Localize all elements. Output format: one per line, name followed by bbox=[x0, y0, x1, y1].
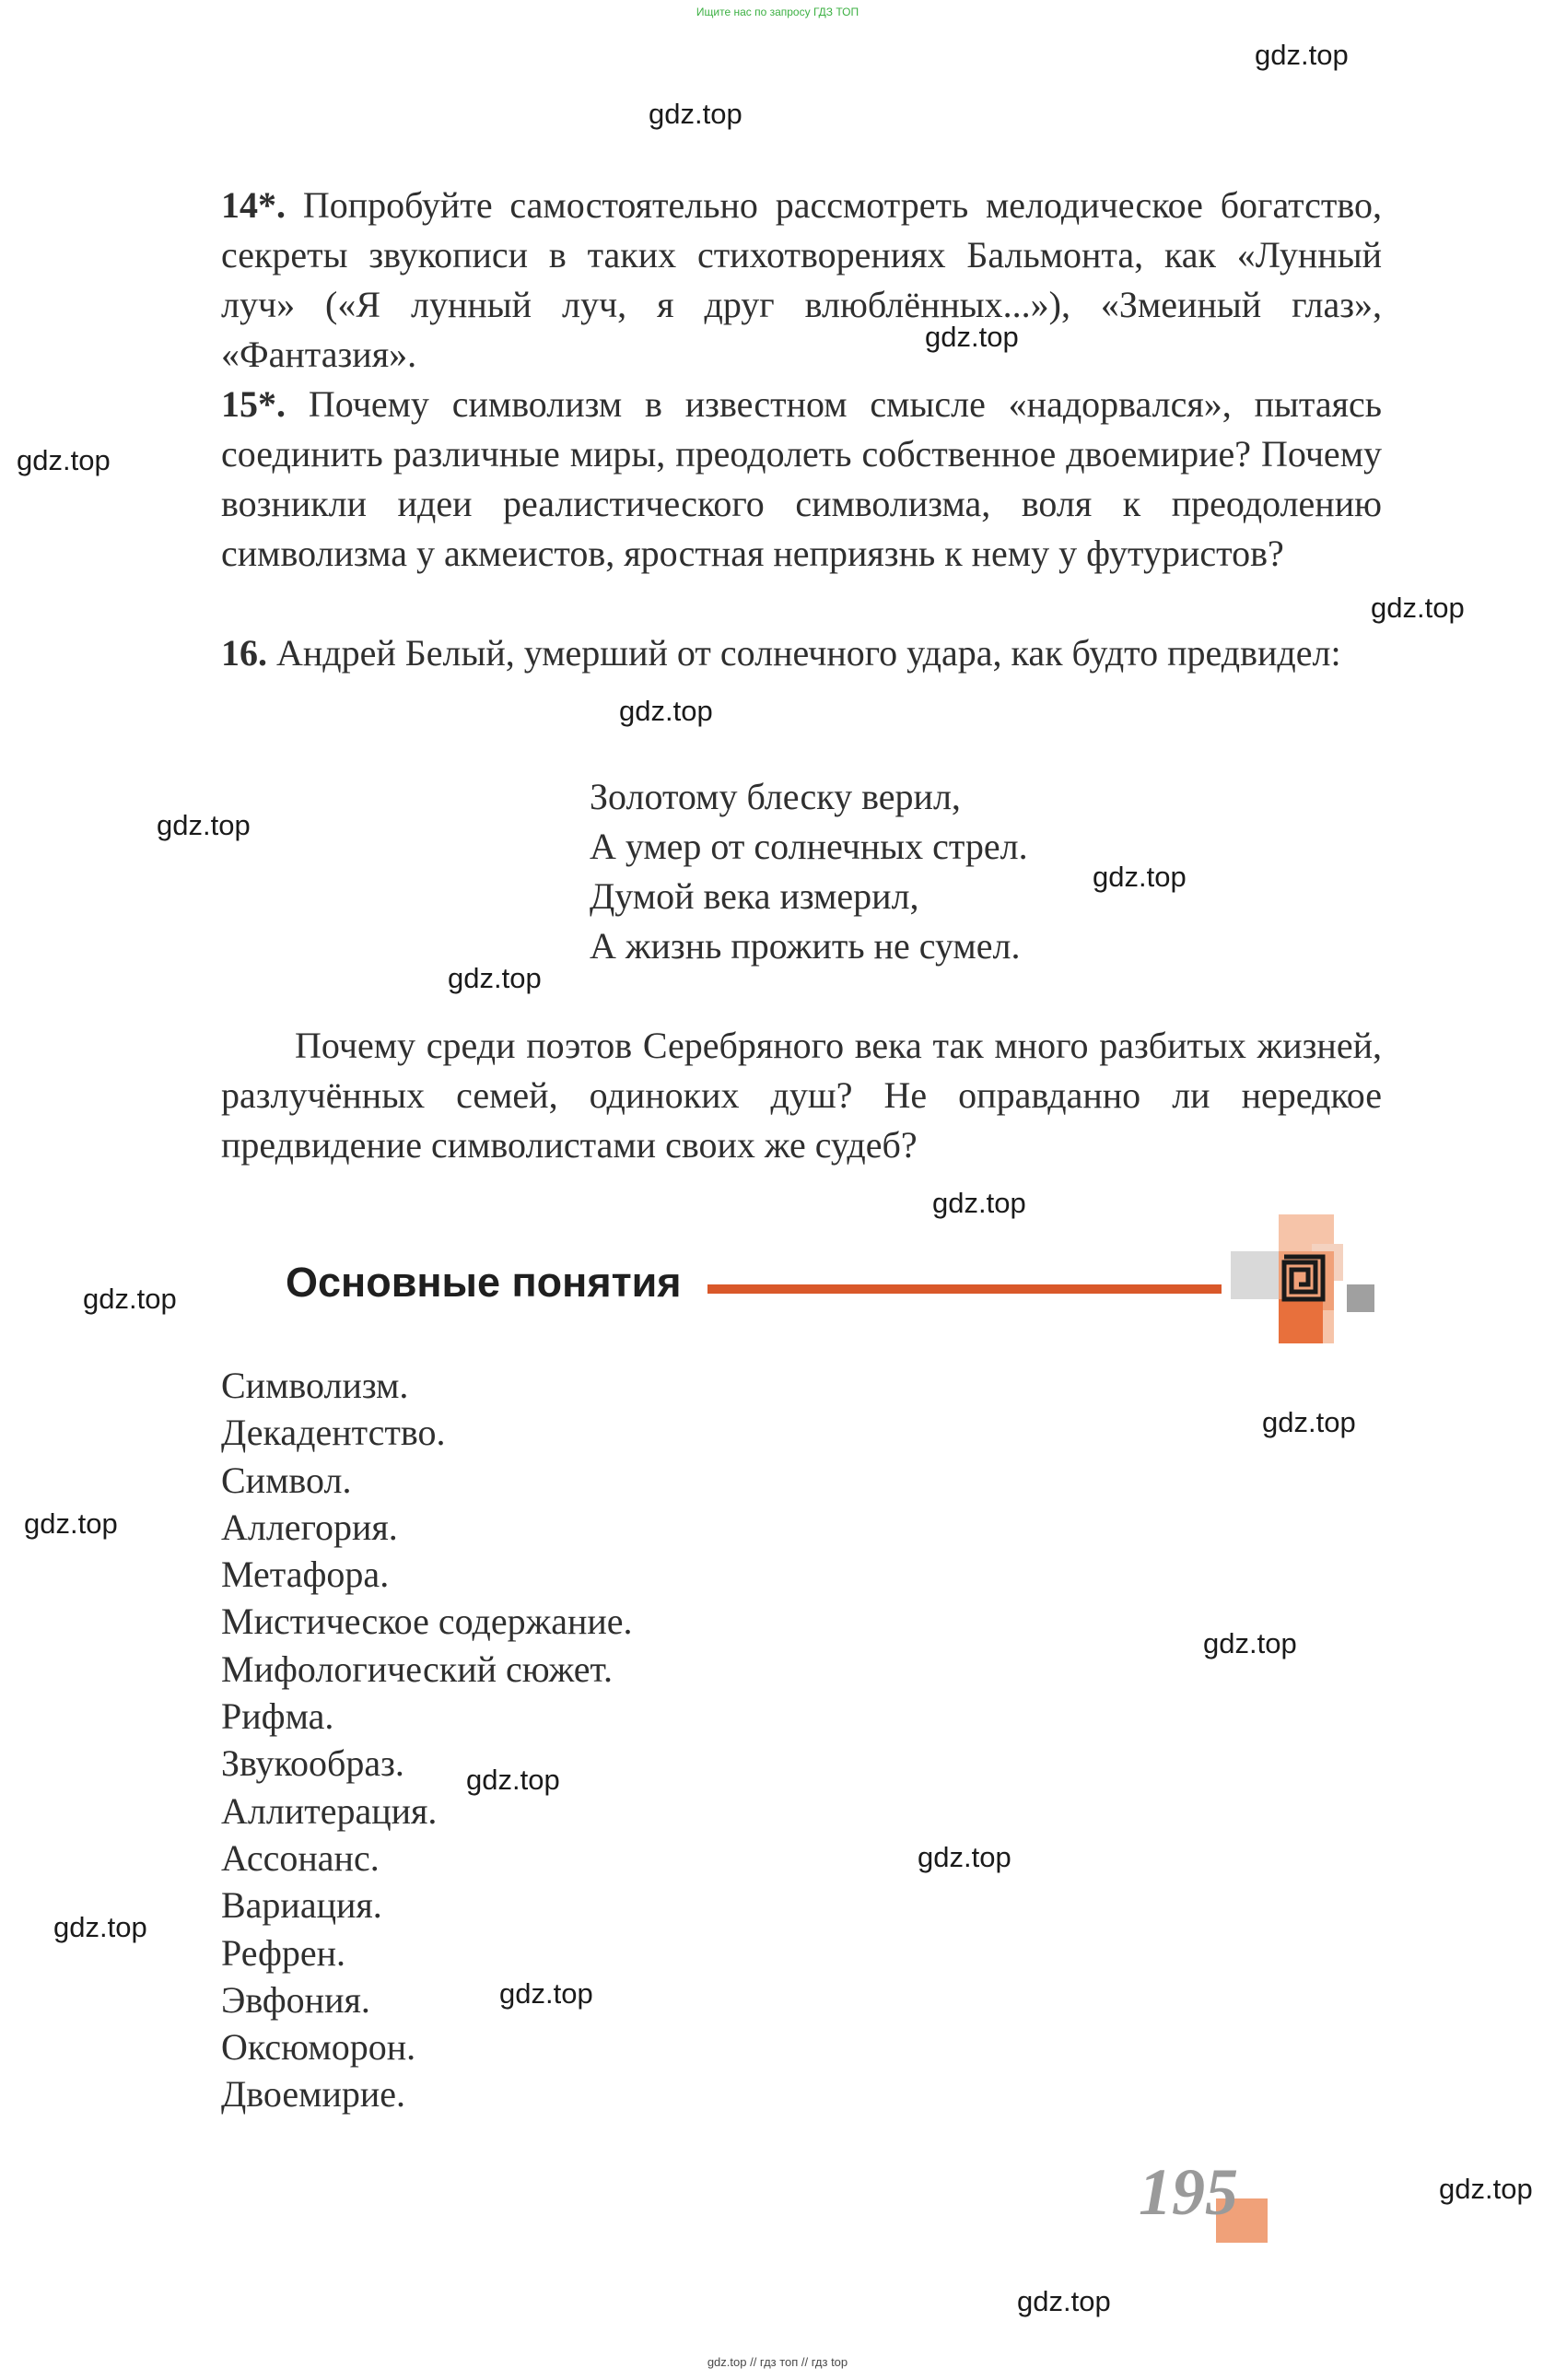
poem-quote bbox=[590, 772, 1028, 971]
poem-line: Думой века измерил, bbox=[590, 875, 919, 917]
watermark: gdz.top bbox=[499, 1977, 593, 2010]
list-item: Звукообраз. bbox=[221, 1742, 404, 1785]
list-item: Двоемирие. bbox=[221, 2073, 406, 2116]
watermark: gdz.top bbox=[448, 962, 542, 994]
question-14 bbox=[221, 181, 1382, 380]
list-item: Оксюморон. bbox=[221, 2026, 416, 2069]
question-number: 16. bbox=[221, 632, 267, 674]
list-item: Рефрен. bbox=[221, 1931, 346, 1974]
section-ornament-icon bbox=[1231, 1214, 1378, 1343]
question-number: 15*. bbox=[221, 383, 286, 425]
top-note: Ищите нас по запросу ГДЗ ТОП bbox=[696, 6, 859, 18]
question-16 bbox=[221, 628, 1382, 678]
watermark: gdz.top bbox=[466, 1764, 560, 1796]
watermark: gdz.top bbox=[24, 1507, 118, 1540]
list-item: Мистическое содержание. bbox=[221, 1600, 633, 1643]
list-item: Метафора. bbox=[221, 1553, 390, 1596]
watermark: gdz.top bbox=[157, 809, 251, 841]
list-item: Мифологический сюжет. bbox=[221, 1647, 613, 1690]
list-item: Вариация. bbox=[221, 1884, 382, 1927]
watermark: gdz.top bbox=[925, 321, 1019, 353]
poem-line: Золотому блеску верил, bbox=[590, 776, 961, 817]
list-item: Рифма. bbox=[221, 1695, 334, 1738]
watermark: gdz.top bbox=[1371, 592, 1465, 624]
list-item: Ассонанс. bbox=[221, 1836, 380, 1879]
watermark: gdz.top bbox=[1262, 1406, 1356, 1438]
question-text: Андрей Белый, умерший от солнечного удара, как будто предвидел: bbox=[267, 632, 1341, 674]
list-item: Аллегория. bbox=[221, 1506, 398, 1548]
section-title: Основные понятия bbox=[286, 1259, 682, 1306]
watermark: gdz.top bbox=[1093, 861, 1187, 893]
terms-list bbox=[221, 1362, 633, 2118]
bottom-note: gdz.top // гдз топ // гдз top bbox=[707, 2355, 848, 2369]
watermark: gdz.top bbox=[1255, 39, 1349, 71]
question-text: Почему символизм в известном смысле «надорвался», пытаясь соединить различные миры, преодолеть собственное двоемирие? Почему возникли идеи реалистического символизма, воля к преодолению символизма у акмеистов, яростная неприязнь к нему у футуристов? bbox=[221, 383, 1382, 574]
question-16-followup: Почему среди поэтов Серебряного века так много разбитых жизней, разлучённых семей, одиноких душ? Не оправданно ли нередкое предвидение символистами своих же судеб? bbox=[221, 1025, 1382, 1166]
list-item: Аллитерация. bbox=[221, 1789, 438, 1832]
list-item: Символ. bbox=[221, 1459, 352, 1501]
watermark: gdz.top bbox=[53, 1911, 147, 1943]
watermark: gdz.top bbox=[1017, 2285, 1111, 2317]
question-15 bbox=[221, 380, 1382, 579]
watermark: gdz.top bbox=[918, 1841, 1011, 1873]
list-item: Эвфония. bbox=[221, 1978, 370, 2021]
page-number: 195 bbox=[1139, 2155, 1238, 2229]
list-item: Символизм. bbox=[221, 1365, 409, 1406]
question-number: 14*. bbox=[221, 184, 286, 226]
watermark: gdz.top bbox=[1203, 1627, 1297, 1659]
question-text: Попробуйте самостоятельно рассмотреть мелодическое богатство, секреты звукописи в таких стихотворениях Бальмонта, как «Лунный луч» («Я лунный луч, я друг влюблённых...»), «Змеиный глаз», «Фантазия». bbox=[221, 184, 1382, 375]
watermark: gdz.top bbox=[1439, 2173, 1533, 2205]
watermark: gdz.top bbox=[17, 444, 111, 476]
list-item: Декадентство. bbox=[221, 1412, 446, 1454]
poem-line: А жизнь прожить не сумел. bbox=[590, 925, 1021, 967]
watermark: gdz.top bbox=[649, 98, 742, 130]
section-rule bbox=[707, 1284, 1222, 1294]
poem-line: А умер от солнечных стрел. bbox=[590, 826, 1028, 867]
watermark: gdz.top bbox=[619, 695, 713, 727]
watermark: gdz.top bbox=[83, 1283, 177, 1315]
watermark: gdz.top bbox=[932, 1187, 1026, 1219]
